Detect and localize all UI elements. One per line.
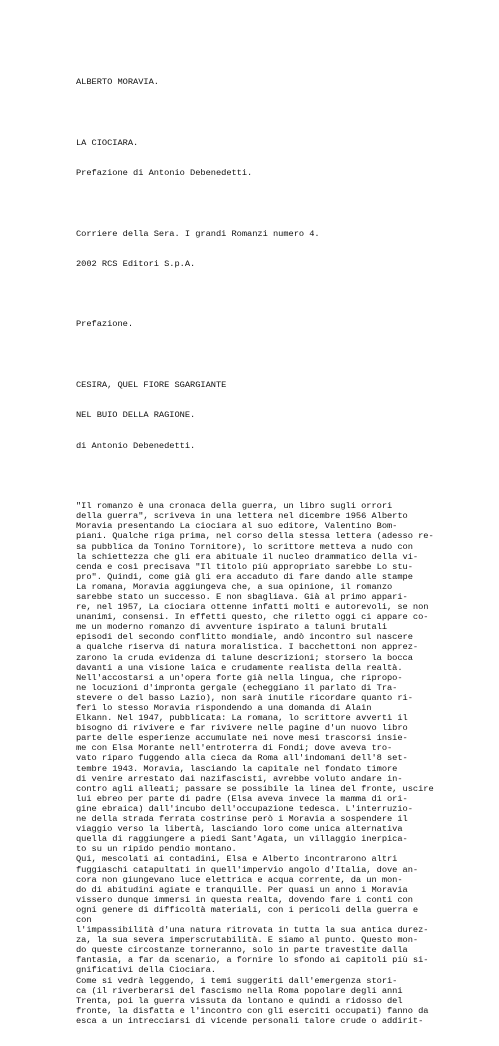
body-line: me un moderno romanzo di avventure ispirato a taluni brutali <box>76 622 388 633</box>
body-line: Qui, mescolati ai contadini, Elsa e Alberto incontrarono altri <box>76 854 398 865</box>
spacer <box>76 350 491 360</box>
body-line: gnificativi della Ciociara. <box>76 965 216 976</box>
body-line: stevere o del basso Lazio), non sarà inutile ricordare quanto ri- <box>76 692 413 703</box>
body-line: to su un ripido pendio montano. <box>76 844 237 855</box>
body-line: episodi del secondo conflitto mondiale, andò incontro sul nascere <box>76 632 413 643</box>
body-line: Nell'accostarsi a un'opera forte già nella lingua, che ripropo- <box>76 672 403 683</box>
spacer <box>76 289 491 299</box>
spacer <box>76 471 491 481</box>
body-line: Elkann. Nel 1947, pubblicata: La romana, lo scrittore avvertì il <box>76 713 408 724</box>
body-line: della guerra", scriveva in una lettera nel dicembre 1956 Alberto <box>76 511 408 522</box>
spacer <box>76 198 491 208</box>
body-line: za, la sua severa imperscrutabilità. E siamo al punto. Questo mon- <box>76 935 419 946</box>
body-line: ne della strada ferrata costrinse però i Moravia a sospendere il <box>76 814 408 825</box>
body-line: Moravia presentando La ciociara al suo editore, Valentino Bom- <box>76 521 398 532</box>
body-line: fronte, la disfatta e l'incontro con gli eserciti occupati) fanno da <box>76 1005 429 1016</box>
body-line: Trenta, poi la guerra vissuta da lontano e quindi a ridosso del <box>76 995 403 1006</box>
body-line: gine ebraica) dall'incubo dell'occupazione tedesca. L'interruzio- <box>76 803 413 814</box>
essay-body <box>76 501 491 1026</box>
body-line: fuggiaschi catapultati in quell'impervio angolo d'Italia, dove an- <box>76 864 419 875</box>
essay-title-line: CESIRA, QUEL FIORE SGARGIANTE <box>76 380 227 390</box>
body-line: unanimi, consensi. In effetti questo, che riletto oggi ci appare co- <box>76 612 429 623</box>
body-line: ogni genere di difficoltà materiali, con i pericoli della guerra e <box>76 904 419 915</box>
body-line: di venire arrestato dai nazifascisti, avrebbe voluto andare in- <box>76 773 403 784</box>
body-line: tembre 1943. Moravia, lasciando la capitale nel fondato timore <box>76 763 398 774</box>
body-line: cora non giungevano luce elettrica e acqua corrente, da un mon- <box>76 874 403 885</box>
body-line: parte delle esperienze accumulate nei nove mesi trascorsi insie- <box>76 733 408 744</box>
book-title: LA CIOCIARA. <box>76 137 139 148</box>
body-line: fantasia, a far da scenario, a fornire lo sfondo ai capitoli più si- <box>76 955 429 966</box>
document-text <box>76 57 491 1046</box>
preface-credit: Prefazione di Antonio Debenedetti. <box>76 168 253 179</box>
body-line: re, nel 1957, La ciociara ottenne infatti molti e autorevoli, se non <box>76 602 429 613</box>
essay-title-line: NEL BUIO DELLA RAGIONE. <box>76 410 196 421</box>
body-line: con <box>76 914 92 925</box>
body-line: viaggio verso la libertà, lasciando loro come unica alternativa <box>76 824 403 835</box>
body-line: pro". Quindi, come già gli era accaduto di fare dando alle stampe <box>76 571 413 582</box>
body-line: sarebbe stato un successo. E non sbagliava. Già al primo appari- <box>76 591 408 602</box>
body-line: bisogno di rivivere e far rivivere nelle pagine d'un nuovo libro <box>76 723 408 734</box>
body-line: Come si vedrà leggendo, i temi suggeriti dall'emergenza stori- <box>76 975 398 986</box>
body-line: contro agli alleati; passare se possibile la linea del fronte, uscire <box>76 783 434 794</box>
body-line: la schiettezza che gli era abituale il nucleo drammatico della vi- <box>76 551 419 562</box>
body-line: ne locuzioni d'impronta gergale (echeggiano il parlato di Tra- <box>76 682 398 693</box>
section-label: Prefazione. <box>76 319 134 330</box>
body-line: esca a un intrecciarsi di vicende personali talore crude o addirit- <box>76 1015 424 1026</box>
body-line: sa pubblica da Tonino Tornitore), lo scrittore metteva a nudo con <box>76 541 413 552</box>
spacer <box>76 107 491 117</box>
body-line: vissero dunque immersi in questa realta, dovendo fare i conti con <box>76 894 413 905</box>
body-line: vato riparo fuggendo alla cieca da Roma all'indomani dell'8 set- <box>76 753 408 764</box>
body-line: do queste circostanze torneranno, solo in parte travestite dalla <box>76 945 408 956</box>
author-name: ALBERTO MORAVIA. <box>76 77 159 88</box>
essay-byline: di Antonio Debenedetti. <box>76 440 196 451</box>
body-line: zarono la cruda evidenza di talune descrizioni; storsero la bocca <box>76 652 413 663</box>
body-line: piani. Qualche riga prima, nel corso della stessa lettera (adesso re- <box>76 531 434 542</box>
body-line: lui ebreo per parte di padre (Elsa aveva invece la mamma di ori- <box>76 793 408 804</box>
body-line: "Il romanzo è una cronaca della guerra, un libro sugli orrori <box>76 501 393 512</box>
body-line: a qualche riserva di natura moralistica. I bacchettoni non apprez- <box>76 642 419 653</box>
body-line: davanti a una visione laica e crudamente realista della realtà. <box>76 662 403 673</box>
body-line: La romana, Moravia aggiungeva che, a sua opinione, il romanzo <box>76 581 393 592</box>
publisher-line: 2002 RCS Editori S.p.A. <box>76 258 196 269</box>
body-line: quella di raggiungere a piedi Sant'Agata, un villaggio inerpica- <box>76 834 408 845</box>
body-line: do di abitudini agiate e tranquille. Per quasi un anno i Moravia <box>76 884 408 895</box>
body-line: l'impassibilità d'una natura ritrovata in tutta la sua antica durez- <box>76 925 429 936</box>
series-line: Corriere della Sera. I grandi Romanzi numero 4. <box>76 228 320 239</box>
body-line: ca (il riverberarsi del fascismo nella Roma popolare degli anni <box>76 985 403 996</box>
body-line: cenda e così precisava "Il titolo più appropriato sarebbe Lo stu- <box>76 561 413 572</box>
body-line: ferì lo stesso Moravia rispondendo a una domanda di Alain <box>76 703 372 713</box>
body-line: me con Elsa Morante nell'entroterra di Fondi; dove aveva tro- <box>76 743 393 754</box>
